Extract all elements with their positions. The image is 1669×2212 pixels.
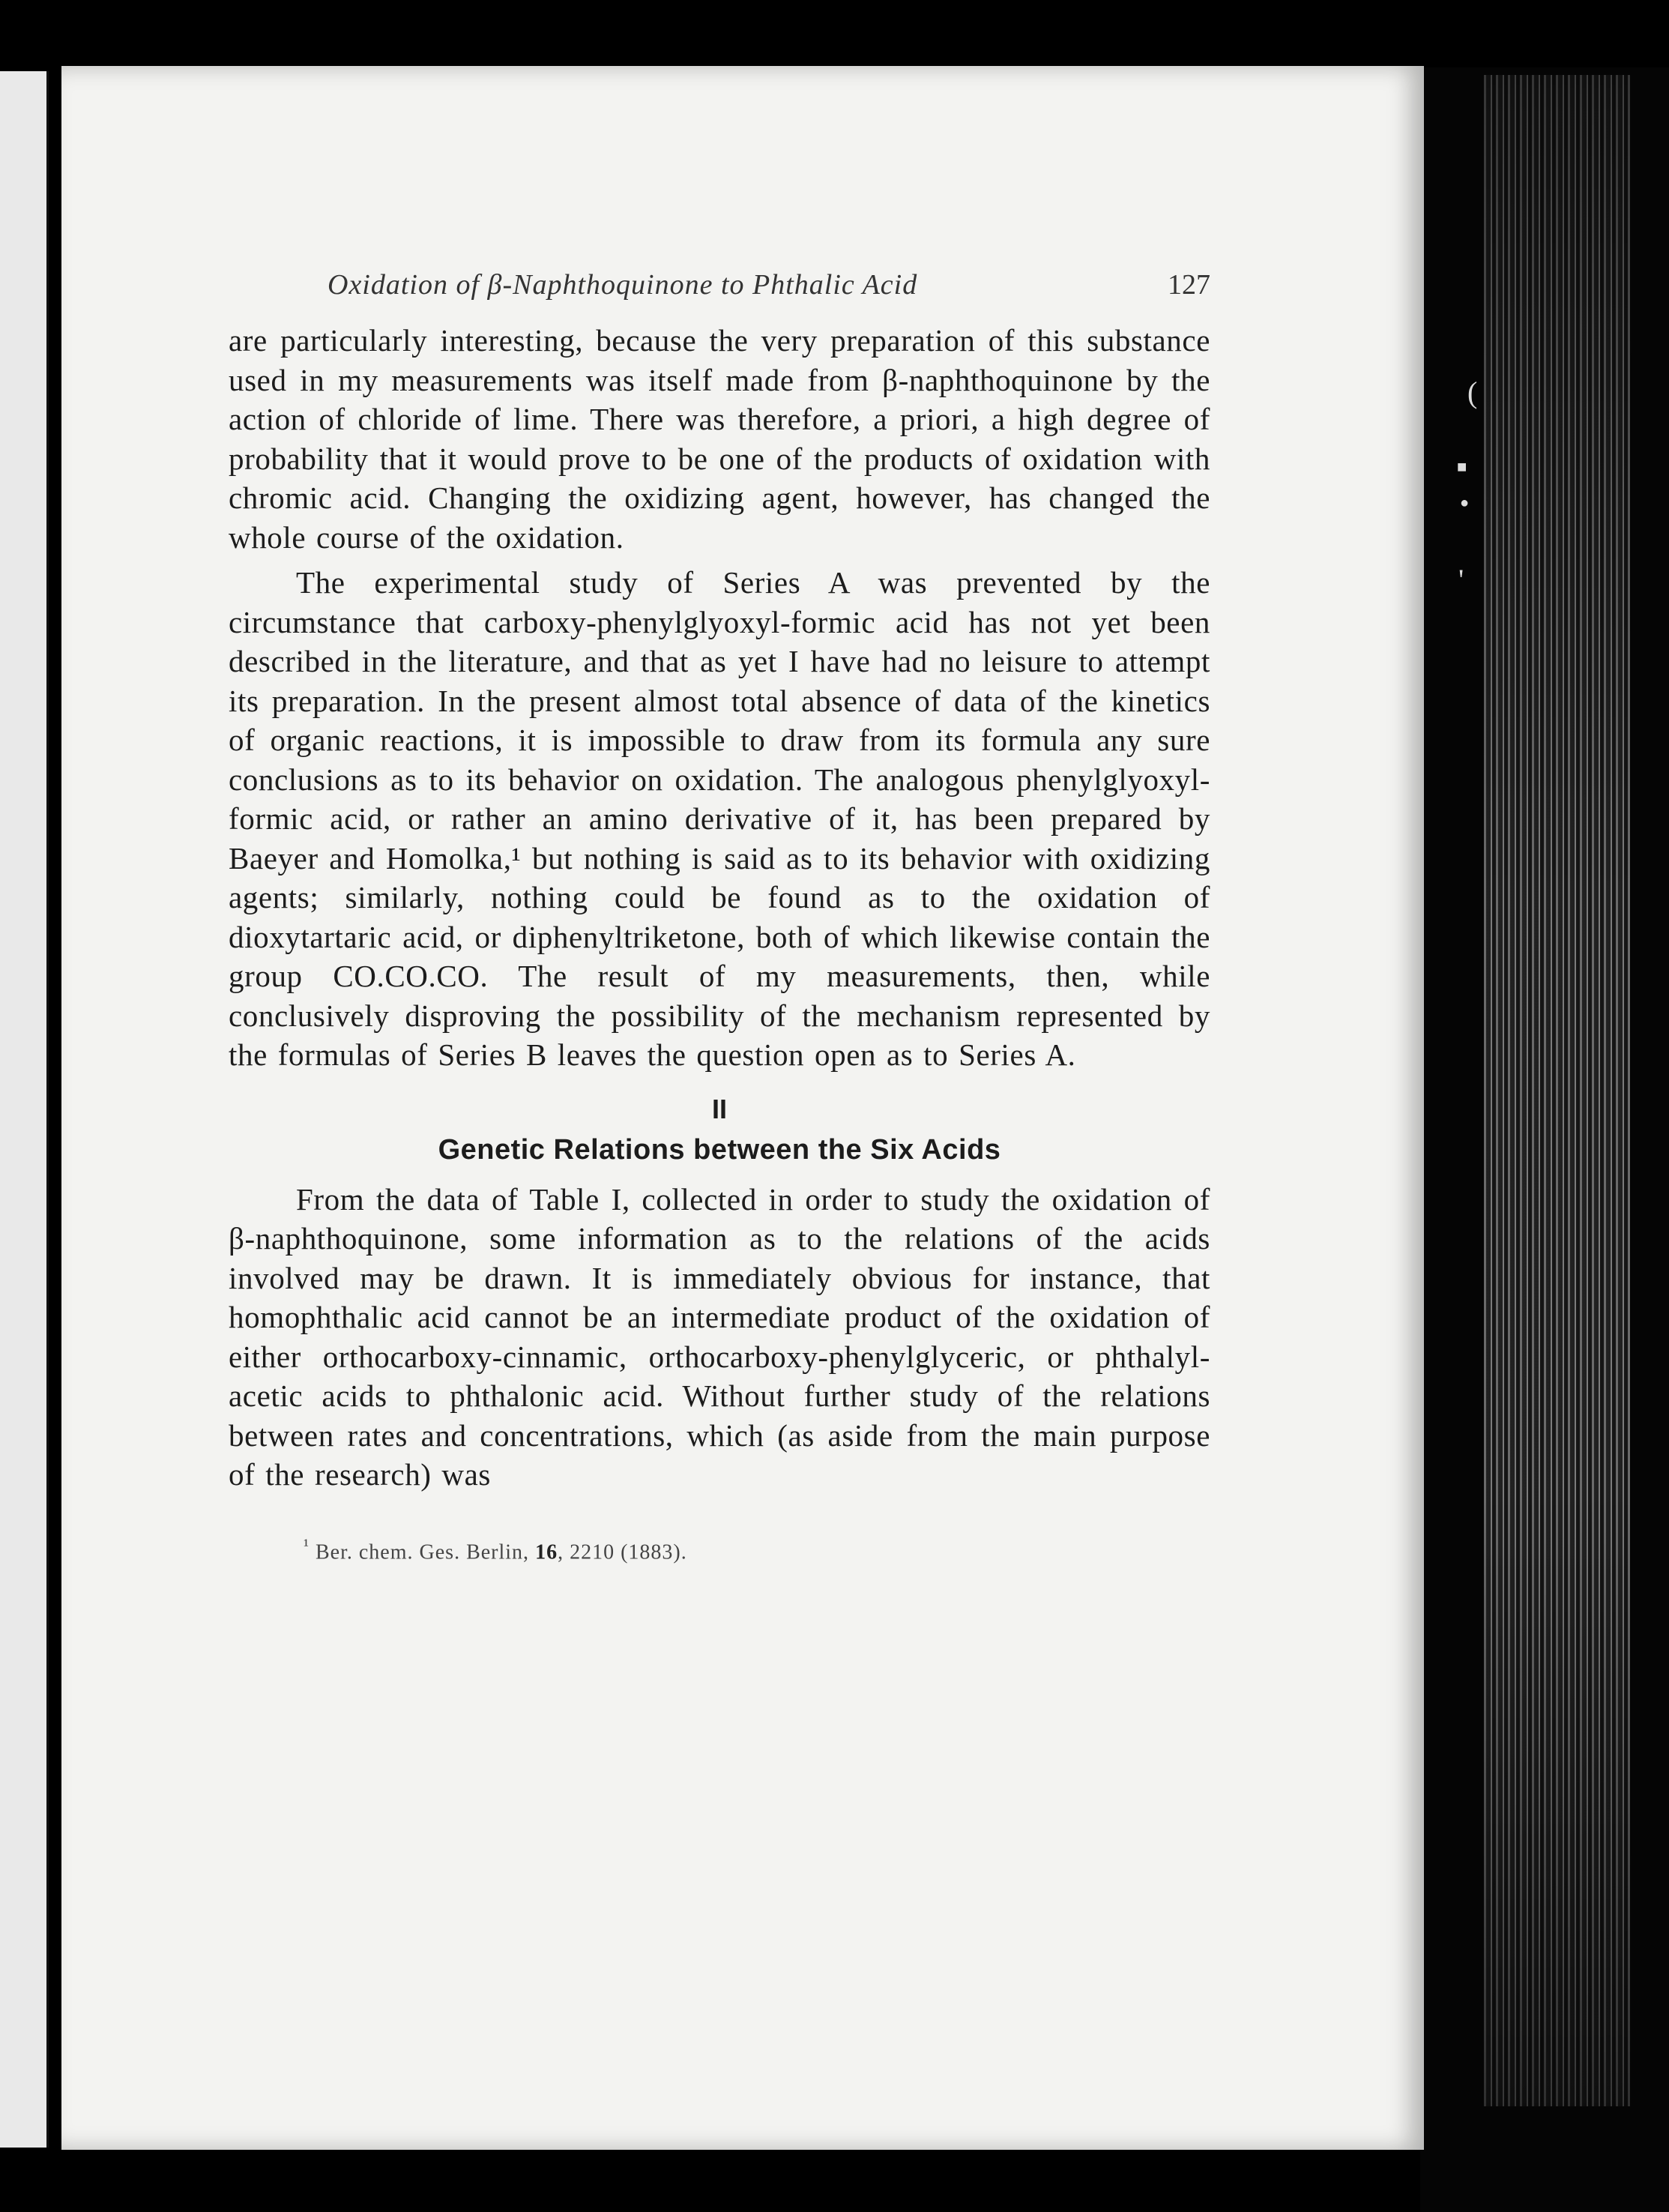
page-number: 127 [1168, 269, 1210, 301]
section-number: II [711, 1093, 727, 1124]
running-head [229, 268, 1210, 321]
footnote-volume: 16 [535, 1540, 558, 1564]
edge-mark: ● [1460, 495, 1470, 511]
footnote-marker: ¹ [304, 1535, 310, 1555]
section-title: Genetic Relations between the Six Acids [438, 1133, 1001, 1166]
paragraph: are particularly interesting, because the very preparation of this substance used in my measurements was itself made from β-naphthoquinone by the action of chloride of lime. There was therefore, a priori, a high degree of probability that it would prove to be one of the products of oxidation with chromic acid. Changing the oxidizing agent, however, has changed the whole course of the oxidation. [229, 323, 1210, 555]
edge-marks [1454, 375, 1499, 615]
footnote-rest: , 2210 (1883). [558, 1540, 687, 1564]
left-page-edge [0, 71, 49, 2148]
book-page [61, 66, 1424, 2150]
edge-mark: ■ [1457, 457, 1467, 476]
paragraph: The experimental study of Series A was prevented by the circumstance that carboxy-phenylglyoxyl-formic acid has not yet been described in the literature, and that as yet I have had no leisure to attempt its preparation. In the present almost total absence of data of the kinetics of organic reactions, it is impossible to draw from its formula any sure conclusions as to its behavior on oxidation. The analogous phenylglyoxyl-formic acid, or rather an amino derivative of it, has been prepared by Baeyer and Homolka,¹ but nothing is said as to its behavior with oxidizing agents; similarly, nothing could be found as to the oxidation of dioxytartaric acid, or diphenyltriketone, both of which likewise contain the group CO.CO.CO. The result of my measurements, then, while conclusively disproving the possibility of the mechanism represented by the formulas of Series B leaves the question open as to Series A. [229, 565, 1210, 1072]
edge-mark: ' [1458, 563, 1464, 597]
footnote [229, 1536, 1210, 1564]
paragraph: From the data of Table I, collected in order to study the oxidation of β-naphthoquinone, some information as to the relations of the acids involved may be drawn. It is immediately obvious for instance, that homophthalic acid cannot be an intermediate product of the oxidation of either orthocarboxy-cinnamic, orthocarboxy-phenylglyceric, or phthalyl-acetic acids to phthalonic acid. Without further study of the relations between rates and concentrations, which (as aside from the main purpose of the research) was [229, 1181, 1210, 1492]
running-head-title: Oxidation of β-Naphthoquinone to Phthalic Acid [328, 269, 918, 301]
edge-mark: ( [1467, 376, 1478, 409]
footnote-text: Ber. chem. Ges. Berlin, [310, 1540, 536, 1564]
page-content [229, 268, 1210, 1564]
page-stack-shadow [1484, 75, 1630, 2106]
